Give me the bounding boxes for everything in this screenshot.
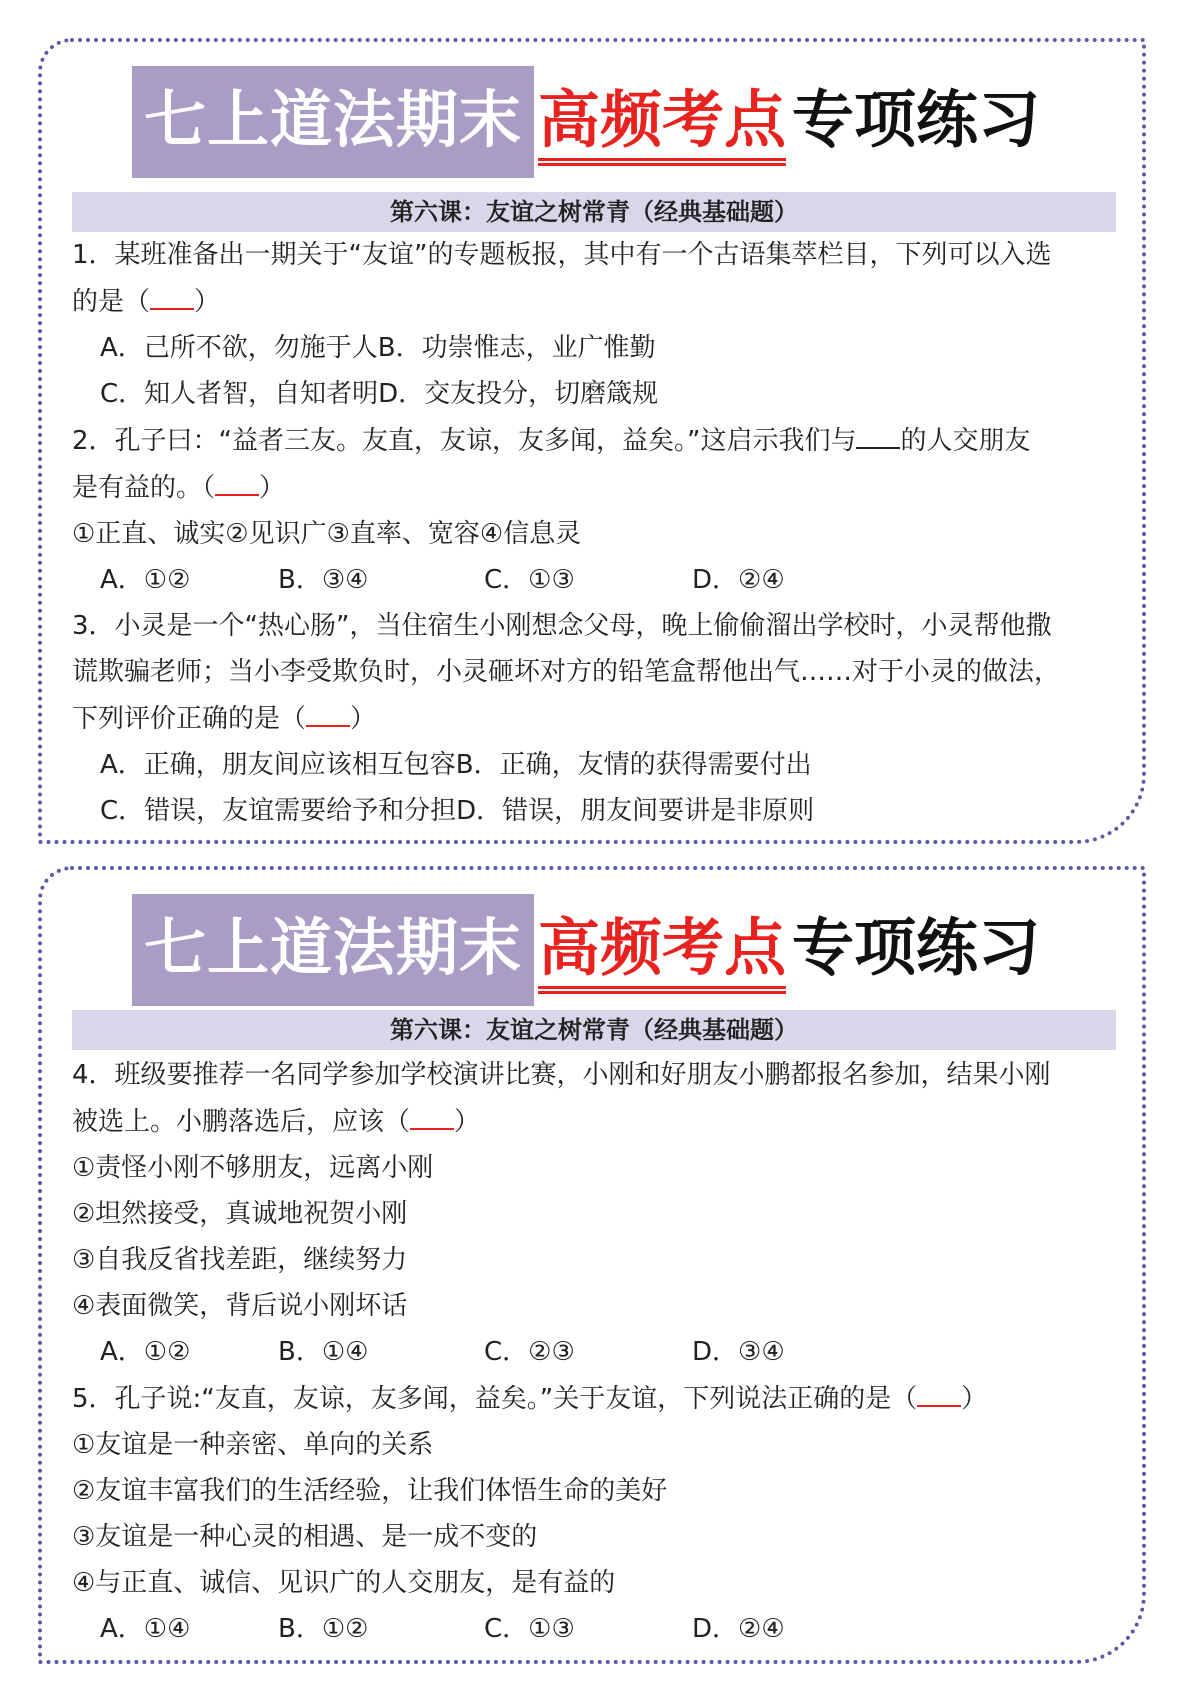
question-4-line-2: 被选上。小鹏落选后，应该（ ） (72, 1098, 1122, 1145)
choice-d[interactable]: D．②④ (692, 565, 785, 595)
question-4-line-1: 4．班级要推荐一名同学参加学校演讲比赛，小刚和好朋友小鹏都报名参加，结果小刚 (72, 1060, 1051, 1090)
title-underline (538, 986, 786, 994)
answer-blank[interactable] (306, 695, 350, 727)
question-1-options-row-2 (72, 371, 1122, 417)
answer-blank[interactable] (150, 278, 194, 310)
questions-block-1 (72, 232, 1122, 834)
title-banner (132, 66, 1062, 178)
question-5-item-2: ②友谊丰富我们的生活经验，让我们体悟生命的美好 (72, 1476, 668, 1506)
option-c[interactable]: C．错误，友谊需要给予和分担 (100, 796, 457, 826)
question-1-line-1: 1．某班准备出一期关于“友谊”的专题板报，其中有一个古语集萃栏目，下列可以入选 (72, 240, 1052, 270)
title-part-2: 高频考点 (538, 911, 787, 984)
title-part-3: 专项练习 (792, 911, 1041, 984)
choice-d[interactable]: D．③④ (692, 1337, 785, 1367)
option-a[interactable]: A．己所不欲，勿施于人 (100, 333, 378, 363)
title-part-1: 七上道法期末 (143, 83, 522, 156)
choice-b[interactable]: B．③④ (278, 565, 369, 595)
question-2-items: ①正直、诚实②见识广③直率、宽容④信息灵 (72, 519, 582, 549)
choice-b[interactable]: B．①④ (278, 1337, 369, 1367)
question-3-line-3: 下列评价正确的是（ ） (72, 695, 1122, 742)
question-5-item-1: ①友谊是一种亲密、单向的关系 (72, 1430, 434, 1460)
choice-a[interactable]: A．①② (100, 1337, 191, 1367)
worksheet-card-1 (38, 38, 1146, 844)
question-5-item-4: ④与正直、诚信、见识广的人交朋友，是有益的 (72, 1568, 616, 1598)
question-4-item-4: ④表面微笑，背后说小刚坏话 (72, 1291, 408, 1321)
answer-blank[interactable] (215, 464, 259, 496)
question-4-item-1: ①责怪小刚不够朋友，远离小刚 (72, 1153, 434, 1183)
answer-blank[interactable] (917, 1375, 961, 1407)
choice-a[interactable]: A．①② (100, 565, 191, 595)
title-part-2: 高频考点 (538, 83, 787, 156)
question-5-line-1: 5．孔子说:“友直，友谅，友多闻，益矣。”关于友谊，下列说法正确的是（ ） (72, 1375, 1122, 1422)
option-d[interactable]: D．错误，朋友间要讲是非原则 (456, 796, 815, 826)
question-4-choices (72, 1329, 1122, 1375)
choice-a[interactable]: A．①④ (100, 1614, 191, 1644)
choice-c[interactable]: C．①③ (484, 565, 575, 595)
question-4-item-2: ②坦然接受，真诚地祝贺小刚 (72, 1199, 408, 1229)
worksheet-card-2 (38, 866, 1146, 1664)
question-4-item-3: ③自我反省找差距，继续努力 (72, 1245, 408, 1275)
question-2-line-2: 是有益的。（ ） (72, 464, 1122, 511)
lesson-subtitle: 第六课：友谊之树常青（经典基础题） (72, 192, 1116, 232)
title-part-1: 七上道法期末 (143, 911, 522, 984)
question-2-line-1: 2．孔子曰：“益者三友。友直，友谅，友多闻，益矣。”这启示我们与 的人交朋友 (72, 417, 1122, 464)
answer-blank[interactable] (410, 1098, 454, 1130)
question-3-line-2: 谎欺骗老师；当小李受欺负时，小灵砸坏对方的铅笔盒帮他出气……对于小灵的做法， (72, 657, 1061, 687)
choice-b[interactable]: B．①② (278, 1614, 369, 1644)
question-1-line-2: 的是（ ） (72, 278, 1122, 325)
option-b[interactable]: B．正确，友情的获得需要付出 (455, 750, 812, 780)
option-b[interactable]: B．功崇惟志，业广惟勤 (377, 333, 656, 363)
option-c[interactable]: C．知人者智，自知者明 (100, 379, 379, 409)
question-2-choices (72, 557, 1122, 603)
option-a[interactable]: A．正确，朋友间应该相互包容 (100, 750, 456, 780)
question-5-choices (72, 1606, 1122, 1652)
fill-blank[interactable] (856, 417, 900, 449)
option-d[interactable]: D．交友投分，切磨箴规 (378, 379, 659, 409)
question-1-options-row-1 (72, 325, 1122, 371)
question-3-options-row-1 (72, 742, 1122, 788)
question-3-line-1: 3．小灵是一个“热心肠”，当住宿生小刚想念父母，晚上偷偷溜出学校时，小灵帮他撒 (72, 611, 1052, 641)
questions-block-2 (72, 1052, 1122, 1652)
title-banner (132, 894, 1062, 1006)
title-underline (538, 158, 786, 166)
lesson-subtitle: 第六课：友谊之树常青（经典基础题） (72, 1010, 1116, 1050)
question-5-item-3: ③友谊是一种心灵的相遇、是一成不变的 (72, 1522, 538, 1552)
choice-c[interactable]: C．②③ (484, 1337, 575, 1367)
choice-c[interactable]: C．①③ (484, 1614, 575, 1644)
choice-d[interactable]: D．②④ (692, 1614, 785, 1644)
question-3-options-row-2 (72, 788, 1122, 834)
title-part-3: 专项练习 (792, 83, 1041, 156)
